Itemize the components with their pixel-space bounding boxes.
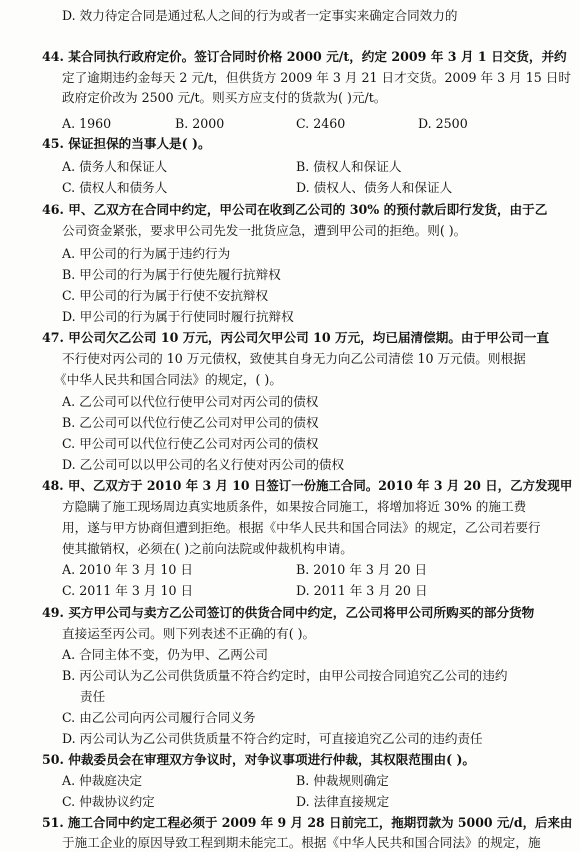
option-d: D. 丙公司认为乙公司供货质量不符合约定时，可直接追究乙公司的违约责任 bbox=[62, 731, 483, 746]
option-c: C. 甲公司可以代位行使乙公司对丙公司的债权 bbox=[62, 436, 319, 451]
question-44-text: 定了逾期违约金每天 2 元/t，但供货方 2009 年 3 月 21 日才交货。2009 年 3 月 15 日时 bbox=[62, 70, 571, 85]
question-47-text: 47. 甲公司欠乙公司 10 万元，丙公司欠甲公司 10 万元，均已届清偿期。由于甲公司一直 bbox=[42, 330, 550, 345]
option-a: A. 乙公司可以代位行使甲公司对丙公司的债权 bbox=[62, 394, 319, 409]
question-46-text: 46. 甲、乙双方在合同中约定，甲公司在收到乙公司的 30% 的预付款后即行发货，由于乙 bbox=[42, 202, 548, 217]
option-a: A. 2010 年 3 月 10 日 bbox=[62, 562, 193, 577]
question-48-text: 方隐瞒了施工现场周边真实地质条件，如果按合同施工，将增加将近 30% 的施工费 bbox=[62, 499, 527, 514]
option-c: C. 2460 bbox=[296, 116, 346, 131]
option-c: C. 仲裁协议约定 bbox=[62, 794, 155, 809]
option-text: D. 效力待定合同是通过私人之间的行为或者一定事实来确定合同效力的 bbox=[62, 8, 458, 23]
option-a: A. 债务人和保证人 bbox=[62, 159, 168, 174]
option-d: D. 2011 年 3 月 20 日 bbox=[296, 583, 428, 598]
option-b: 责任 bbox=[80, 689, 106, 704]
option-b: B. 甲公司的行为属于行使先履行抗辩权 bbox=[62, 267, 281, 282]
option-d: D. 乙公司可以以甲公司的名义行使对丙公司的债权 bbox=[62, 457, 345, 472]
question-45-text: 45. 保证担保的当事人是( )。 bbox=[42, 136, 211, 151]
option-a: A. 仲裁庭决定 bbox=[62, 773, 143, 788]
option-d: D. 法律直接规定 bbox=[296, 794, 390, 809]
option-a: A. 甲公司的行为属于违约行为 bbox=[62, 246, 231, 261]
question-49-text: 直接运至丙公司。则下列表述不正确的有( )。 bbox=[62, 626, 316, 641]
question-51-text: 于施工企业的原因导致工程到期未能完工。根据《中华人民共和国合同法》的规定，施 bbox=[62, 835, 541, 850]
option-b: B. 债权人和保证人 bbox=[296, 159, 402, 174]
option-d: D. 甲公司的行为属于行使同时履行抗辩权 bbox=[62, 309, 294, 324]
option-c: C. 由乙公司向丙公司履行合同义务 bbox=[62, 710, 256, 725]
option-a: A. 1960 bbox=[62, 116, 112, 131]
option-c: C. 甲公司的行为属于行使不安抗辩权 bbox=[62, 288, 269, 303]
option-b: B. 乙公司可以代位行使乙公司对甲公司的债权 bbox=[62, 415, 319, 430]
option-d: D. 2500 bbox=[418, 116, 468, 131]
question-49-text: 49. 买方甲公司与卖方乙公司签订的供货合同中约定，乙公司将甲公司所购买的部分货物 bbox=[42, 605, 535, 620]
question-44-text: 44. 某合同执行政府定价。签订合同时价格 2000 元/t，约定 2009 年 3 月 1 日交货，并约 bbox=[42, 49, 567, 64]
question-47-text: 《中华人民共和国合同法》的规定，( )。 bbox=[54, 372, 282, 387]
question-44-text: 政府定价改为 2500 元/t。则买方应支付的货款为( )元/t。 bbox=[62, 90, 387, 105]
option-a: A. 合同主体不变，仍为甲、乙两公司 bbox=[62, 647, 269, 662]
question-48-text: 使其撤销权，必须在( )之前向法院或仲裁机构申请。 bbox=[62, 541, 353, 556]
question-48-text: 48. 甲、乙双方于 2010 年 3 月 10 日签订一份施工合同。2010 年 3 月 20 日，乙方发现甲 bbox=[42, 478, 573, 493]
option-b: B. 2010 年 3 月 20 日 bbox=[296, 562, 428, 577]
option-b: B. 2000 bbox=[175, 116, 225, 131]
option-b: B. 仲裁规则确定 bbox=[296, 773, 389, 788]
option-c: C. 债权人和债务人 bbox=[62, 180, 168, 195]
question-51-text: 51. 施工合同中约定工程必须于 2009 年 9 月 28 日前完工，拖期罚款为 5000 元/d，后来由 bbox=[42, 815, 573, 830]
question-50-text: 50. 仲裁委员会在审理双方争议时，对争议事项进行仲裁，其权限范围由( )。 bbox=[42, 752, 476, 767]
question-48-text: 用，遂与甲方协商但遭到拒绝。根据《中华人民共和国合同法》的规定，乙公司若要行 bbox=[62, 520, 541, 535]
question-46-text: 公司资金紧张，要求甲公司先发一批货应急，遭到甲公司的拒绝。则( )。 bbox=[62, 223, 467, 238]
option-d: D. 债权人、债务人和保证人 bbox=[296, 180, 453, 195]
question-47-text: 不行使对丙公司的 10 万元债权，致使其自身无力向乙公司清偿 10 万元债。则根据 bbox=[62, 351, 526, 366]
option-c: C. 2011 年 3 月 10 日 bbox=[62, 583, 194, 598]
option-b: B. 丙公司认为乙公司供货质量不符合约定时，由甲公司按合同追究乙公司的违约 bbox=[62, 668, 508, 683]
